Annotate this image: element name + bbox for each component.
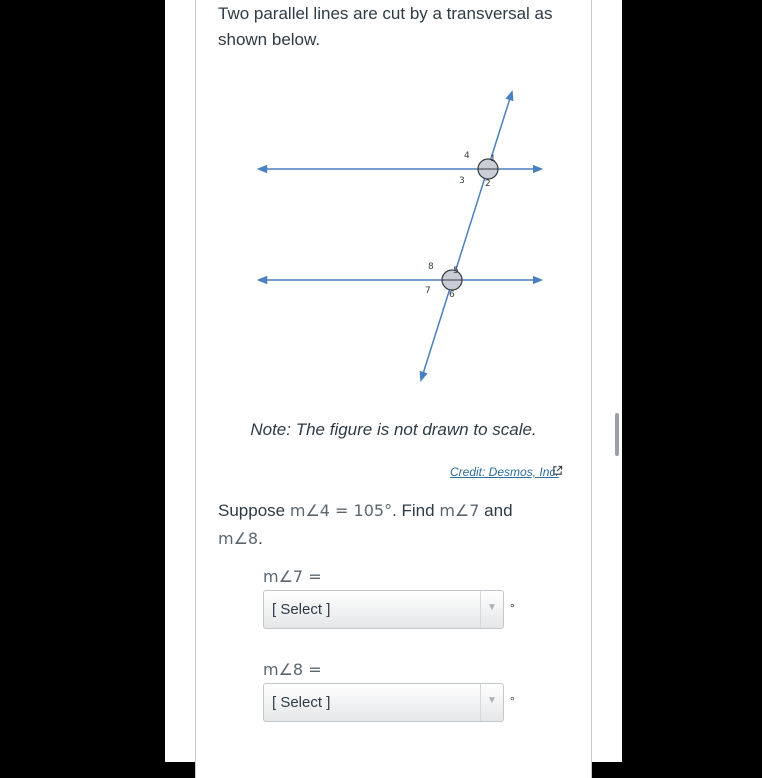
- angle-label-4: 4: [464, 151, 470, 161]
- prompt-text-mid: . Find: [392, 501, 440, 520]
- prompt-text-pre: Suppose: [218, 501, 290, 520]
- question-prompt: [218, 497, 588, 553]
- angle-label-6: 6: [449, 290, 455, 300]
- figure-note: Note: The figure is not drawn to scale.: [250, 420, 537, 439]
- external-link-icon[interactable]: [552, 465, 563, 476]
- question-intro: Two parallel lines are cut by a transversal as shown below.: [218, 4, 553, 49]
- angle-label-1: 1: [490, 154, 496, 164]
- angle-label-3: 3: [459, 176, 465, 186]
- given-expression: m∠4 = 105°: [289, 501, 393, 520]
- angle-8-select[interactable]: [263, 683, 504, 722]
- transversal-line: [422, 95, 511, 377]
- angle-label-5: 5: [453, 266, 459, 276]
- page: [165, 0, 622, 762]
- angle-label-2: 2: [485, 179, 491, 189]
- parallel-lines-figure: [250, 85, 550, 385]
- angle-label-8: 8: [428, 262, 434, 272]
- degree-unit-1: °: [510, 601, 515, 615]
- angle-7-select[interactable]: [263, 590, 504, 629]
- credit-link[interactable]: Credit: Desmos, Inc.: [450, 465, 559, 479]
- answer-label-angle-7: m∠7 =: [263, 567, 322, 586]
- angle-8-select-value: [ Select ]: [272, 694, 331, 711]
- find-angle-7: m∠7: [439, 501, 480, 520]
- chevron-down-icon[interactable]: ▼: [480, 684, 503, 721]
- prompt-text-end: .: [258, 529, 263, 548]
- angle-7-select-value: [ Select ]: [272, 601, 331, 618]
- prompt-text-and: and: [479, 501, 513, 520]
- chevron-down-icon[interactable]: ▼: [480, 591, 503, 628]
- find-angle-8: m∠8: [218, 529, 259, 548]
- answer-label-angle-8: m∠8 =: [263, 660, 322, 679]
- degree-unit-2: °: [510, 694, 515, 708]
- scrollbar-thumb[interactable]: [615, 413, 619, 456]
- angle-label-7: 7: [425, 286, 431, 296]
